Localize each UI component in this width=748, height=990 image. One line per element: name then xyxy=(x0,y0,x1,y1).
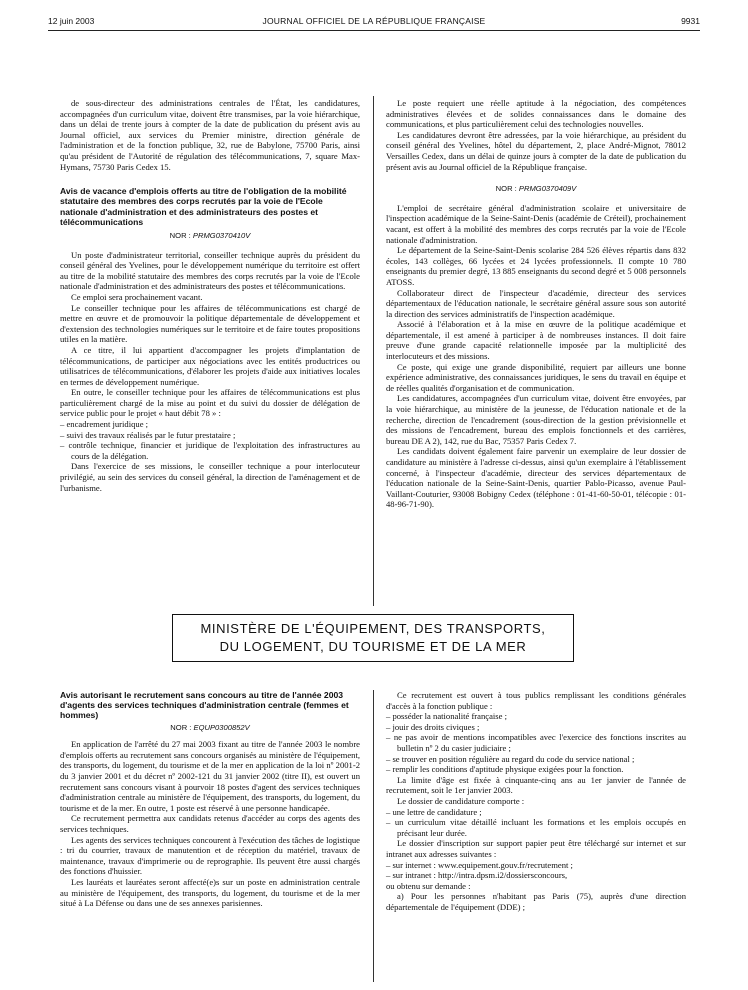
nor-reference xyxy=(60,723,360,734)
paragraph: Les candidats doivent également faire parvenir un exemplaire de leur dossier de candidature au ministère à l'adresse ci-dessus, ainsi qu'un exemplaire à l'établissement concerné, à l'inspecteur d'académie, directeur des services départementaux de l'éducation nationale de la Seine-Saint-Denis, quartier Pablo-Picasso, avenue Paul-Vaillant-Couturier, 93008 Bobigny Cedex (téléphone : 01-41-60-50-01, télécopie : 01-48-96-71-90). xyxy=(386,446,686,510)
nor-reference xyxy=(60,231,360,242)
paragraph: Un poste d'administrateur territorial, conseiller technique auprès du président du conseil général des Yvelines, pour le développement numérique du territoire est offert au titre de la mobilité statutaire des membres des corps recrutés par la voie de l'Ecole nationale d'administration et des administrateurs des postes et télécommunications. xyxy=(60,249,360,292)
nor-label: NOR : xyxy=(169,230,191,240)
paragraph: Le conseiller technique pour les affaires de télécommunications est chargé de mettre en œuvre et de promouvoir la politique départementale de développement et d'extension des technologies numériques sur le territoire et de faire toutes propositions utiles en la matière. xyxy=(60,302,360,345)
task-list xyxy=(60,419,360,461)
paragraph: Ce poste, qui exige une grande disponibilité, requiert par ailleurs une bonne expérience administrative, des connaissances juridiques, le sens du travail en équipe et de réelles qualités d'organisation et de communication. xyxy=(386,361,686,393)
list-item: – se trouver en position régulière au regard du code du service national ; xyxy=(386,754,686,765)
notice-title: Avis autorisant le recrutement sans concours au titre de l'année 2003 d'agents des services techniques d'administration centrale (femmes et hommes) xyxy=(60,690,349,721)
paragraph: A ce titre, il lui appartient d'accompagner les projets d'implantation de télécommunications, de participer aux négociations avec les entités productrices ou utilisatrices de télécommunications, d'élaborer les projets d'aide aux initiatives locales en termes de développement numérique. xyxy=(60,344,360,387)
paragraph: Le dossier de candidature comporte : xyxy=(397,795,525,806)
paragraph: Ce recrutement permettra aux candidats retenus d'accéder au corps des agents des services techniques. xyxy=(60,813,360,834)
list-item: – ne pas avoir de mentions incompatibles avec l'exercice des fonctions inscrites au bulletin nº 2 du casier judiciaire ; xyxy=(386,732,686,753)
list-item: – posséder la nationalité française ; xyxy=(386,711,686,722)
list-item: – jouir des droits civiques ; xyxy=(386,722,686,733)
paragraph: Le dossier d'inscription sur support papier peut être téléchargé sur internet et sur intranet aux adresses suivantes : xyxy=(386,838,686,859)
sites-list xyxy=(386,860,686,881)
paragraph: En application de l'arrêté du 27 mai 2003 fixant au titre de l'année 2003 le nombre d'emplois offerts au recrutement sans concours organisés au ministère de l'équipement, des transports, du logement, du tourisme et de la mer en application de la loi nº 2001-2 du 3 janvier 2001 et du décret nº 2002-121 du 31 janvier 2002 (titre II), est ouvert un recrutement sans concours visant à pourvoir 18 postes d'agent des services techniques d'administration centrale au ministère de l'équipement, des transports, du logement, du tourisme et de la mer. En outre, 1 poste est réservé à une personne handicapée. xyxy=(60,739,360,813)
ministry-line-2: DU LOGEMENT, DU TOURISME ET DE LA MER xyxy=(219,639,527,654)
intro-paragraph: de sous-directeur des administrations centrales de l'État, les candidatures, accompagnées d'un curriculum vitae, doivent être transmises, par la voie hiérarchique, dans un délai de trente jours à compter de la date de publication du présent avis au Journal officiel, aux services du Premier ministre, direction générale de l'administration et de la fonction publique, 32, rue de Babylone, 75700 Paris, ainsi qu'au président de l'Autorité de régulation des télécommunications, 7, square Max-Hymans, 75730 Paris Cedex 15. xyxy=(60,98,360,172)
nor-code: PRMG0370410V xyxy=(192,230,251,240)
page-number: 9931 xyxy=(681,16,700,26)
notice-title: Avis de vacance d'emplois offerts au titre de l'obligation de la mobilité statutaire des membres des corps recrutés par la voie de l'Ecole nationale d'administration et des administrateurs des postes et télécommunications xyxy=(60,186,347,227)
top-right-column xyxy=(386,98,686,510)
top-left-column xyxy=(60,98,360,493)
list-item: – un curriculum vitae détaillé incluant les formations et les emplois occupés en précisant leur durée. xyxy=(386,817,686,838)
paragraph: Associé à l'élaboration et à la mise en œuvre de la politique académique et départementale, il est amené à participer à de nombreuses instances. Il doit faire preuve d'une grande capacité relationnelle imposée par la multiplicité des interlocuteurs et des missions. xyxy=(386,319,686,362)
paragraph: a) Pour les personnes n'habitant pas Paris (75), auprès d'une direction départementale de l'équipement (DDE) ; xyxy=(386,891,686,912)
page-header xyxy=(48,16,700,30)
paragraph: Le poste requiert une réelle aptitude à la négociation, des compétences administratives élevées et de solides connaissances dans le domaine des communications, et plus particulièrement celui des technologies nouvelles. xyxy=(386,98,686,130)
bottom-right-column xyxy=(386,690,686,912)
journal-title: JOURNAL OFFICIEL DE LA RÉPUBLIQUE FRANÇAISE xyxy=(262,16,486,26)
paragraph: ou obtenu sur demande : xyxy=(386,880,471,891)
issue-date: 12 juin 2003 xyxy=(48,16,95,26)
dossier-list xyxy=(386,807,686,839)
ministry-line-1: MINISTÈRE DE L'ÉQUIPEMENT, DES TRANSPORTS, xyxy=(200,621,546,636)
header-rule xyxy=(48,30,700,31)
nor-label: NOR : xyxy=(170,722,192,732)
list-item: – suivi des travaux réalisés par le futur prestataire ; xyxy=(60,430,360,441)
paragraph: Les candidatures devront être adressées, par la voie hiérarchique, au président du conseil général des Yvelines, hôtel du département, 2, place André-Mignot, 78012 Versailles Cedex, dans un délai de quinze jours à compter de la date de publication du présent avis au Journal officiel de la République française. xyxy=(386,129,686,172)
paragraph: Les lauréats et lauréates seront affecté(e)s sur un poste en administration centrale au ministère de l'équipement, des transports, du logement, du tourisme et de la mer situé à La Défense ou dans une de ses annexes parisiennes. xyxy=(60,876,360,909)
column-divider-top xyxy=(373,96,374,606)
list-item: – encadrement juridique ; xyxy=(60,419,360,430)
nor-label: NOR : xyxy=(495,184,517,194)
bottom-left-column xyxy=(60,690,360,909)
paragraph: La limite d'âge est fixée à cinquante-cinq ans au 1er janvier de l'année de recrutement, soit le 1er janvier 2003. xyxy=(386,774,686,796)
paragraph: Dans l'exercice de ses missions, le conseiller technique a pour interlocuteur privilégié, au sein des services du conseil général, la direction de l'aménagement et de l'urbanisme. xyxy=(60,461,360,493)
paragraph: En outre, le conseiller technique pour les affaires de télécommunications est plus particulièrement chargé de la mise au point et du suivi du dossier de délégation de service public pour le projet « haut débit 78 » : xyxy=(60,387,360,419)
nor-code: PRMG0370409V xyxy=(518,184,577,194)
paragraph: Collaborateur direct de l'inspecteur d'académie, directeur des services départementaux de l'éducation nationale, le secrétaire général assure sous son autorité la direction des services administratifs de l'inspection académique. xyxy=(386,287,686,319)
nor-code: EQUP0300852V xyxy=(193,722,250,732)
ministry-heading xyxy=(172,614,574,662)
list-item: – remplir les conditions d'aptitude physique exigées pour la fonction. xyxy=(386,764,686,775)
paragraph: L'emploi de secrétaire général d'administration scolaire et universitaire de l'inspection académique de la Seine-Saint-Denis (académie de Créteil), prochainement vacant, est offert à la mobilité des membres des corps recrutés par la voie de l'Ecole nationale d'administration. xyxy=(386,202,686,245)
paragraph: Les candidatures, accompagnées d'un curriculum vitae, doivent être envoyées, par la voie hiérarchique, au ministère de la jeunesse, de l'éducation nationale et de la recherche, direction de l'encadrement (sous-direction de la gestion prévisionnelle et des missions de l'encadrement, bureau des emplois fonctionnels et des carrières, bureau DE A 2), 142, rue du Bac, 75357 Paris Cedex 7. xyxy=(386,393,686,446)
nor-reference xyxy=(386,184,686,195)
list-item: – une lettre de candidature ; xyxy=(386,807,686,818)
list-item: – contrôle technique, financier et juridique de l'exploitation des infrastructures au cours de la délégation. xyxy=(60,440,360,461)
column-divider-bottom xyxy=(373,690,374,982)
paragraph: Ce recrutement est ouvert à tous publics remplissant les conditions générales d'accès à la fonction publique : xyxy=(386,690,686,711)
paragraph: Les agents des services techniques concourent à l'exécution des tâches de logistique : tri du courrier, travaux de manutention et de réception du matériel, travaux de maintenance, travaux d'imprimerie ou de reprographie. Ils peuvent être aussi chargés des fonctions d'huissier. xyxy=(60,834,360,877)
list-item: – sur internet : www.equipement.gouv.fr/recrutement ; xyxy=(386,860,686,871)
paragraph: Ce emploi sera prochainement vacant. xyxy=(71,291,203,302)
paragraph: Le département de la Seine-Saint-Denis scolarise 284 526 élèves répartis dans 832 écoles, 143 collèges, 66 lycées et 24 lycées professionnels. Il compte 10 780 enseignants du premier degré, 13 885 enseignants du second degré et 5 008 personnels ATOSS. xyxy=(386,245,686,287)
conditions-list xyxy=(386,711,686,775)
list-item: – sur intranet : http://intra.dpsm.i2/dossiersconcours, xyxy=(386,870,686,881)
